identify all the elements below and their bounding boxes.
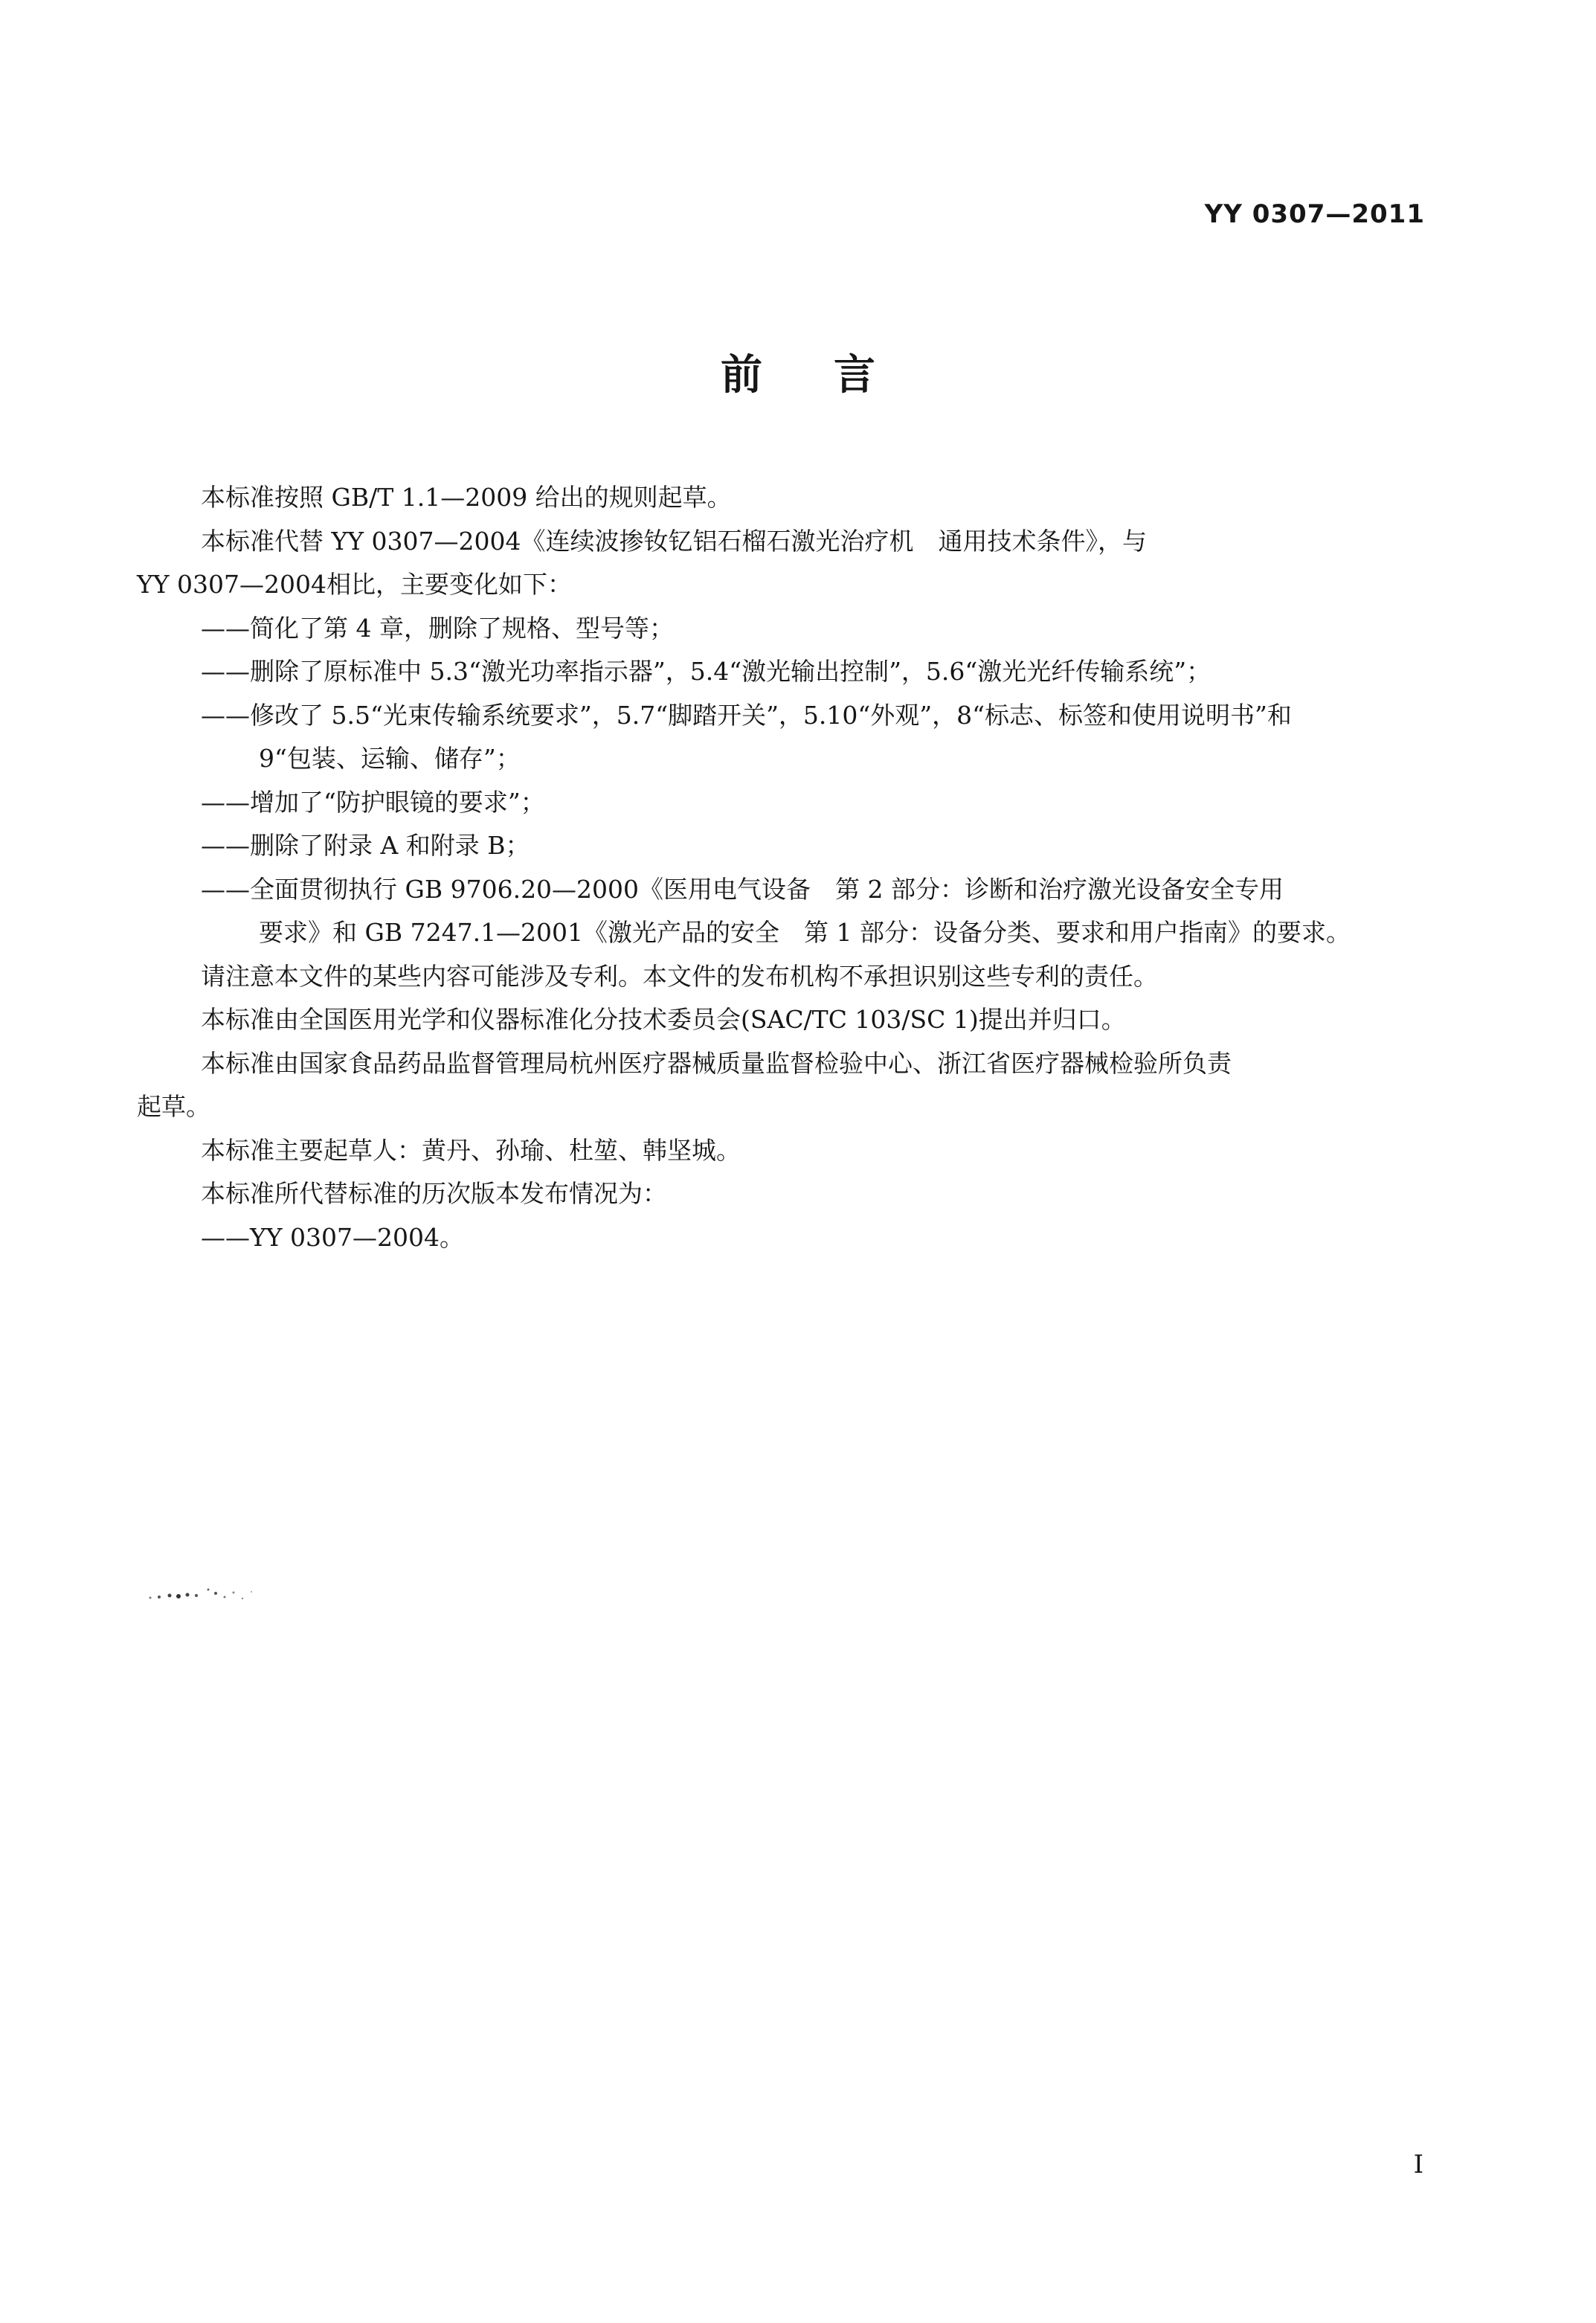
page-number: I: [1413, 2150, 1423, 2179]
standard-code: YY 0307—2011: [1204, 199, 1425, 229]
change-item: ——简化了第 4 章，删除了规格、型号等；: [201, 613, 674, 643]
history-item: ——YY 0307—2004。: [201, 1222, 465, 1252]
change-item-cont: 9“包装、运输、储存”；: [259, 744, 521, 773]
paragraph-history: 本标准所代替标准的历次版本发布情况为：: [201, 1179, 667, 1208]
paragraph-drafted-by-cont: 起草。: [137, 1092, 210, 1121]
paragraph-drafters: 本标准主要起草人：黄丹、孙瑜、杜堃、韩坚城。: [201, 1135, 741, 1165]
change-item: ——修改了 5.5“光束传输系统要求”，5.7“脚踏开关”，5.10“外观”，8“标志、标签和使用说明书”和: [201, 700, 1292, 730]
paragraph-replaces: 本标准代替 YY 0307—2004《连续波掺钕钇铝石榴石激光治疗机 通用技术条件》，与: [201, 526, 1148, 556]
paragraph-replaces-cont: YY 0307—2004相比，主要变化如下：: [137, 570, 573, 599]
paragraph-drafted-by: 本标准由国家食品药品监督管理局杭州医疗器械质量监督检验中心、浙江省医疗器械检验所负责: [201, 1048, 1232, 1078]
paragraph-drafting-rules: 本标准按照 GB/T 1.1—2009 给出的规则起草。: [201, 483, 732, 512]
change-item: ——增加了“防护眼镜的要求”；: [201, 787, 545, 817]
change-item-cont: 要求》和 GB 7247.1—2001《激光产品的安全 第 1 部分：设备分类、要求和用户指南》的要求。: [259, 918, 1351, 947]
paragraph-proposed-by: 本标准由全国医用光学和仪器标准化分技术委员会(SAC/TC 103/SC 1)提出并归口。: [201, 1005, 1126, 1034]
change-item: ——全面贯彻执行 GB 9706.20—2000《医用电气设备 第 2 部分：诊断和治疗激光设备安全专用: [201, 874, 1284, 904]
change-item: ——删除了原标准中 5.3“激光功率指示器”，5.4“激光输出控制”，5.6“激光光纤传输系统”；: [201, 657, 1212, 686]
paragraph-patent-notice: 请注意本文件的某些内容可能涉及专利。本文件的发布机构不承担识别这些专利的责任。: [201, 961, 1158, 991]
scan-smudge: [141, 1583, 260, 1605]
change-item: ——删除了附录 A 和附录 B；: [201, 831, 530, 860]
foreword-body: [137, 476, 1431, 1259]
page-title: 前言: [721, 351, 947, 399]
